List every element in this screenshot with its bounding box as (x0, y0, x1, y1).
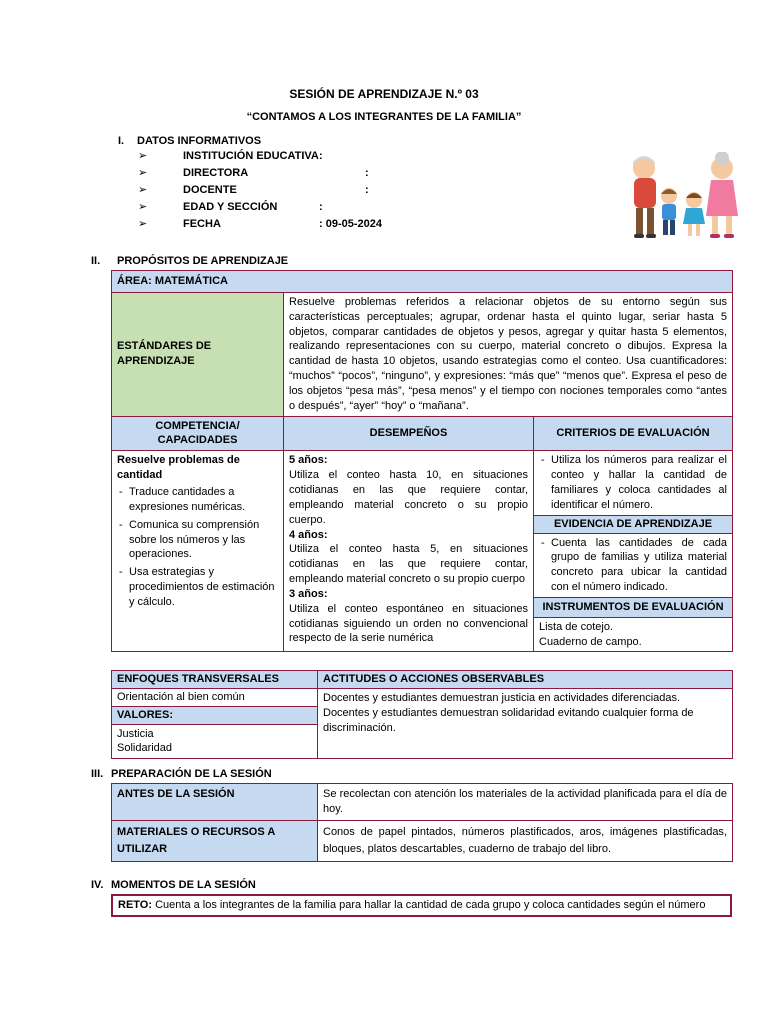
materiales-label: MATERIALES O RECURSOS A UTILIZAR (112, 820, 318, 861)
instrumentos-header: INSTRUMENTOS DE EVALUACIÓN (534, 597, 733, 617)
capacidades-list (117, 485, 278, 610)
reto-text: Cuenta a los integrantes de la familia para hallar la cantidad de cada grupo y coloca cantidades según el número (155, 899, 706, 911)
page-title: SESIÓN DE APRENDIZAJE N.º 03 (289, 87, 479, 101)
competencia-title: Resuelve problemas de cantidad (117, 454, 240, 482)
section-3-heading (91, 767, 272, 782)
instrumentos-cell (534, 617, 733, 652)
actitud-item: Docentes y estudiantes demuestran justicia en actividades diferenciadas. (323, 691, 681, 704)
reto-cell (112, 895, 731, 916)
valor-item: Justicia (117, 727, 154, 740)
desempenos-header: DESEMPEÑOS (284, 416, 534, 451)
desempeno-age: 5 años: (289, 454, 328, 467)
actitudes-header: ACTITUDES O ACCIONES OBSERVABLES (318, 671, 733, 689)
section-title: PREPARACIÓN DE LA SESIÓN (111, 768, 272, 780)
valores-header: VALORES: (112, 706, 318, 724)
section-number: I. (118, 135, 125, 147)
criterio-item: - Utiliza los números para realizar el conteo y hallar la cantidad de familiares y coloca cantidades al identificar el número. (539, 453, 727, 512)
actitudes-cell (318, 688, 733, 758)
info-label: DOCENTE (183, 184, 237, 196)
family-illustration (622, 152, 746, 244)
grandfather-figure (633, 156, 656, 238)
section-number: IV. (91, 879, 104, 891)
propositos-table (111, 270, 733, 652)
section-title: PROPÓSITOS DE APRENDIZAJE (117, 255, 289, 267)
desempeno-age: 4 años: (289, 528, 328, 541)
evidencia-cell (534, 533, 733, 597)
criterio-cell (534, 451, 733, 515)
info-label: DIRECTORA (183, 167, 249, 179)
evidencia-header: EVIDENCIA DE APRENDIZAJE (534, 515, 733, 533)
criterios-header: CRITERIOS DE EVALUACIÓN (534, 416, 733, 451)
desempeno-text: Utiliza el conteo hasta 5, en situaciones cotidianas en las que requiere contar, empleando material concreto o su propio cuerpo (289, 543, 528, 586)
evidencia-item: - Cuenta las cantidades de cada grupo de familias y utiliza material concreto para ubicar la cantidad con el número indicado. (539, 536, 727, 595)
girl-figure (683, 192, 705, 236)
instrumento-item: Cuaderno de campo. (539, 635, 642, 648)
arrow-icon: ➢ (138, 218, 148, 230)
info-value: : (365, 167, 369, 179)
desempeno-age: 3 años: (289, 587, 328, 600)
info-value: : (319, 150, 323, 162)
instrumento-item: Lista de cotejo. (539, 620, 613, 633)
estandares-label: ESTÁNDARES DE APRENDIZAJE (112, 292, 284, 416)
arrow-icon: ➢ (138, 201, 148, 213)
competencia-cell (112, 451, 284, 652)
desempeno-text: Utiliza el conteo hasta 10, en situaciones cotidianas en las que requiere contar, empleando material concreto o su propio cuerpo. (289, 469, 528, 526)
reto-label: RETO: (118, 899, 153, 911)
section-title: DATOS INFORMATIVOS (137, 135, 262, 147)
section-number: II. (91, 255, 101, 267)
section-2-heading (91, 254, 288, 269)
antes-text: Se recolectan con atención los materiales de la actividad planificada para el día de hoy. (318, 784, 733, 821)
competencia-header: COMPETENCIA/ CAPACIDADES (112, 416, 284, 451)
desempenos-cell (284, 451, 534, 652)
info-label: EDAD Y SECCIÓN (183, 201, 278, 213)
antes-label: ANTES DE LA SESIÓN (112, 784, 318, 821)
arrow-icon: ➢ (138, 150, 148, 162)
info-label: FECHA (183, 218, 221, 230)
preparacion-table (111, 783, 733, 862)
desempeno-text: Utiliza el conteo espontáneo en situaciones cotidianas siguiendo un orden no convencional respecto de la serie numérica (289, 602, 528, 645)
boy-figure (661, 188, 677, 235)
arrow-icon: ➢ (138, 184, 148, 196)
momentos-table (111, 894, 732, 917)
capacidad-item: - Traduce cantidades a expresiones numéricas. (117, 485, 278, 515)
actitud-item: Docentes y estudiantes demuestran solidaridad evitando cualquier forma de discriminación. (323, 706, 694, 734)
section-title: MOMENTOS DE LA SESIÓN (111, 879, 256, 891)
grandmother-figure (706, 152, 738, 238)
info-value: : 09-05-2024 (319, 218, 382, 230)
materiales-text: Conos de papel pintados, números plastificados, aros, imágenes plastificadas, bloques, platos descartables, cuaderno de trabajo del libro. (318, 820, 733, 861)
enfoque-cell: Orientación al bien común (112, 688, 318, 706)
enfoques-table (111, 670, 733, 759)
info-value: : (319, 201, 323, 213)
section-4-heading (91, 878, 256, 893)
arrow-icon: ➢ (138, 167, 148, 179)
section-1-heading (118, 134, 261, 149)
page-subtitle: “CONTAMOS A LOS INTEGRANTES DE LA FAMILIA” (246, 111, 522, 123)
estandares-text: Resuelve problemas referidos a relacionar objetos de su entorno según sus características perceptuales; agrupar, ordenar hasta el quinto lugar, seriar hasta 5 objetos, comparar cantidades de objetos y pesos, agregar y quitar hasta 5 elementos, realizando representaciones con su cuerpo, material concreto o dibujos. Expresa la cantidad de hasta 10 objetos, usando estrategias como el conteo. Usa cuantificadores: “muchos” “pocos”, “ninguno”, y expresiones: “más que” “menos que”. Expresa el peso de los objetos “pesa más”, “pesa menos” y el tiempo con nociones temporales como “antes o después”, “ayer” “hoy” o “mañana”. (284, 292, 733, 416)
info-value: : (365, 184, 369, 196)
capacidad-item: - Comunica su comprensión sobre los números y las operaciones. (117, 518, 278, 563)
valores-cell (112, 724, 318, 759)
enfoques-header: ENFOQUES TRANSVERSALES (112, 671, 318, 689)
info-label: INSTITUCIÓN EDUCATIVA (183, 150, 319, 162)
capacidad-item: - Usa estrategias y procedimientos de estimación y cálculo. (117, 565, 278, 610)
area-header: ÁREA: MATEMÁTICA (112, 271, 733, 293)
section-number: III. (91, 768, 104, 780)
valor-item: Solidaridad (117, 742, 173, 755)
